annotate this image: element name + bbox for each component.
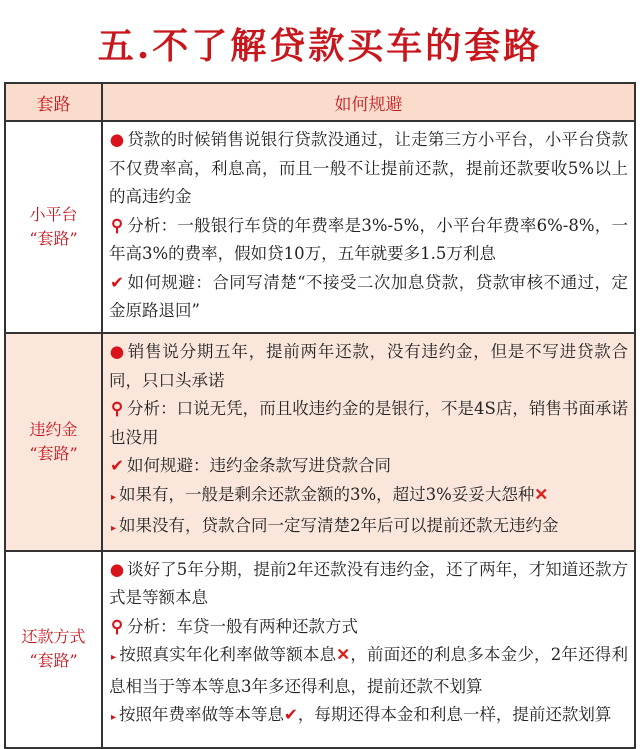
item-text: 销售说分期五年，提前两年还款，没有违约金，但是不写进贷款合同，只口头承诺 bbox=[109, 342, 628, 390]
page-title: 五.不了解贷款买车的套路 bbox=[97, 25, 543, 67]
scam-table bbox=[4, 82, 636, 749]
item-text: 如果有，一般是剩余还款金额的3%，超过3%妥妥大怨种 bbox=[119, 484, 535, 504]
table-header bbox=[5, 83, 635, 121]
label-line: “套路” bbox=[29, 443, 78, 463]
cross-icon: ✕ bbox=[534, 484, 549, 504]
item-text: 贷款的时候销售说银行贷款没通过，让走第三方小平台，小平台贷款不仅费率高，利息高，而且一般不让提前还款，提前还款要收5%以上的高违约金 bbox=[109, 130, 628, 207]
row-label bbox=[5, 551, 102, 748]
list-item bbox=[109, 481, 628, 513]
drop-icon: ● bbox=[109, 342, 125, 361]
triangle-icon: ▸ bbox=[110, 491, 117, 503]
drop-icon: ● bbox=[109, 130, 125, 150]
triangle-icon: ▸ bbox=[110, 652, 117, 663]
list-item bbox=[109, 269, 628, 326]
item-text: ，每期还得本金和利息一样，提前还款划算 bbox=[297, 705, 612, 724]
list-item bbox=[109, 212, 628, 269]
row-content bbox=[102, 333, 635, 551]
table-row bbox=[5, 551, 635, 748]
row-content bbox=[102, 121, 635, 333]
list-item bbox=[109, 641, 628, 701]
search-icon: ⚲ bbox=[110, 399, 124, 418]
item-text: 按照真实年化利率做等额本息 bbox=[119, 645, 337, 664]
item-text: 谈好了5年分期，提前2年还款没有违约金，还了两年，才知道还款方式是等额本息 bbox=[109, 559, 628, 607]
header-scam: 套路 bbox=[5, 83, 102, 121]
list-item bbox=[109, 452, 628, 481]
list-item bbox=[109, 701, 628, 733]
check-icon: ✔ bbox=[110, 456, 124, 475]
item-text: 如何规避：违约金条款写进贷款合同 bbox=[127, 456, 391, 475]
list-item bbox=[109, 512, 628, 544]
list-item bbox=[109, 126, 628, 212]
row-label bbox=[5, 121, 102, 333]
row-label bbox=[5, 333, 102, 551]
search-icon: ⚲ bbox=[110, 616, 124, 636]
item-text: 分析：口说无凭，而且收违约金的是银行，不是4S店，销售书面承诺也没用 bbox=[109, 399, 628, 447]
drop-icon: ● bbox=[109, 559, 125, 579]
header-avoid: 如何规避 bbox=[102, 83, 635, 121]
item-text: 分析：一般银行车贷的年费率是3%-5%，小平台年费率6%-8%，一年高3%的费率，假如贷10万，五年就要多1.5万利息 bbox=[109, 215, 628, 264]
triangle-icon: ▸ bbox=[110, 523, 117, 534]
triangle-icon: ▸ bbox=[110, 712, 117, 723]
check-icon: ✔ bbox=[110, 272, 124, 292]
label-line: “套路” bbox=[29, 229, 78, 248]
table-row bbox=[5, 121, 635, 333]
label-line: 还款方式 bbox=[21, 627, 86, 646]
item-text: 如何规避：合同写清楚“不接受二次加息贷款，贷款审核不通过，定金原路退回” bbox=[109, 272, 628, 321]
item-text: 如果没有，贷款合同一定写清楚2年后可以提前还款无违约金 bbox=[119, 516, 559, 535]
cross-icon: ✕ bbox=[336, 645, 351, 664]
row-content bbox=[102, 551, 635, 748]
list-item bbox=[109, 556, 628, 613]
list-item bbox=[109, 613, 628, 642]
label-line: “套路” bbox=[29, 651, 78, 670]
list-item bbox=[109, 395, 628, 452]
list-item bbox=[109, 338, 628, 395]
label-line: 违约金 bbox=[29, 419, 78, 439]
table-row bbox=[5, 333, 635, 551]
search-icon: ⚲ bbox=[110, 215, 124, 235]
check-icon: ✔ bbox=[284, 705, 298, 724]
item-text: 按照年费率做等本等息 bbox=[119, 705, 284, 724]
label-line: 小平台 bbox=[29, 205, 78, 224]
item-text: ，前面还的利息多本金少，2年还得利息相当于等本等息3年多还得利息，提前还款不划算 bbox=[109, 645, 629, 696]
item-text: 分析：车贷一般有两种还款方式 bbox=[127, 616, 358, 636]
